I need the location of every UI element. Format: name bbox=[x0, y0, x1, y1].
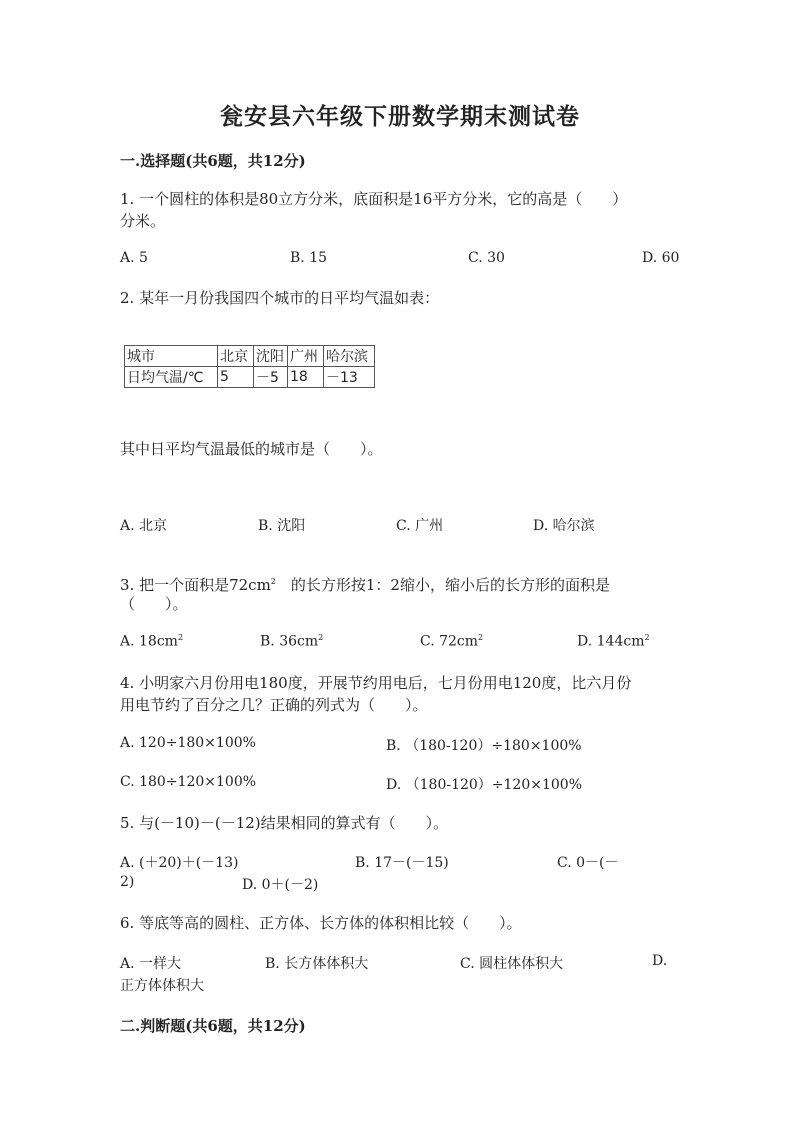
table-cell: －5 bbox=[254, 367, 288, 388]
question-3-option-c: C. $72cm^2$ bbox=[420, 633, 484, 650]
question-1-option-a: A. 5 bbox=[120, 250, 148, 266]
question-3-line2: （ ）。 bbox=[120, 595, 188, 613]
question-1-option-c: C. 30 bbox=[468, 250, 505, 266]
question-2-option-a: A. 北京 bbox=[120, 518, 168, 534]
question-5-option-b: B. 17－(－15) bbox=[355, 855, 449, 871]
question-3-option-a: A. $18cm^2$ bbox=[120, 633, 184, 650]
question-4-option-b: B. （180-120）÷180×100% bbox=[386, 738, 582, 754]
question-4-option-a: A. 120÷180×100% bbox=[120, 735, 256, 751]
question-6-option-c: C. 圆柱体体积大 bbox=[460, 956, 564, 972]
question-5-option-a: A. (＋20)＋(－13) bbox=[120, 855, 239, 871]
question-6-option-d-continued: 正方体体积大 bbox=[120, 978, 204, 994]
question-6-option-b: B. 长方体体积大 bbox=[265, 956, 369, 972]
question-6-stem: 6. 等底等高的圆柱、正方体、长方体的体积相比较（ ）。 bbox=[120, 914, 522, 932]
question-2-option-b: B. 沈阳 bbox=[258, 518, 306, 534]
question-3-option-b: B. $36cm^2$ bbox=[260, 633, 324, 650]
table-cell: 18 bbox=[288, 367, 324, 388]
question-5-option-c-continued: 2) bbox=[120, 874, 135, 890]
question-2-option-c: C. 广州 bbox=[396, 518, 444, 534]
question-1-line1: 1. 一个圆柱的体积是80立方分米，底面积是16平方分米，它的高是（ ） bbox=[120, 190, 628, 208]
question-5-option-c: C. 0－(－ bbox=[557, 855, 619, 871]
table-row bbox=[125, 346, 375, 367]
question-2-question: 其中日平均气温最低的城市是（ ）。 bbox=[120, 440, 383, 458]
table-cell: 城市 bbox=[125, 346, 218, 367]
table-cell: 日均气温/℃ bbox=[125, 367, 218, 388]
question-2-option-d: D. 哈尔滨 bbox=[533, 518, 595, 534]
table-cell: 广州 bbox=[288, 346, 324, 367]
question-3-option-d: D. $144cm^2$ bbox=[577, 633, 650, 650]
question-1-option-b: B. 15 bbox=[290, 250, 328, 266]
question-5-stem: 5. 与(－10)－(－12)结果相同的算式有（ ）。 bbox=[120, 814, 449, 832]
question-6-option-d: D. bbox=[652, 953, 668, 969]
table-cell: 沈阳 bbox=[254, 346, 288, 367]
question-6-option-a: A. 一样大 bbox=[120, 956, 182, 972]
question-4-option-d: D. （180-120）÷120×100% bbox=[386, 777, 583, 793]
section-heading-judgment: 二.判断题(共6题，共12分) bbox=[120, 1017, 306, 1035]
question-1-option-d: D. 60 bbox=[642, 250, 680, 266]
question-4-option-c: C. 180÷120×100% bbox=[120, 774, 257, 790]
table-row bbox=[125, 367, 375, 388]
table-cell: 哈尔滨 bbox=[324, 346, 375, 367]
page-title: 瓮安县六年级下册数学期末测试卷 bbox=[220, 103, 580, 130]
question-4-line1: 4. 小明家六月份用电180度，开展节约用电后，七月份用电120度，比六月份 bbox=[120, 674, 632, 692]
table-cell: －13 bbox=[324, 367, 375, 388]
question-3-line1: 3. 把一个面积是$72cm^2$ 的长方形按1：2缩小，缩小后的长方形的面积是 bbox=[120, 576, 610, 594]
question-1-line2: 分米。 bbox=[120, 212, 166, 230]
table-cell: 北京 bbox=[218, 346, 254, 367]
question-5-option-d: D. 0＋(－2) bbox=[242, 877, 319, 893]
question-4-line2: 用电节约了百分之几？正确的列式为（ ）。 bbox=[120, 696, 428, 714]
temperature-table bbox=[124, 345, 375, 388]
question-2-stem: 2. 某年一月份我国四个城市的日平均气温如表： bbox=[120, 289, 440, 307]
section-heading-choice: 一.选择题(共6题，共12分) bbox=[120, 152, 306, 170]
table-cell: 5 bbox=[218, 367, 254, 388]
